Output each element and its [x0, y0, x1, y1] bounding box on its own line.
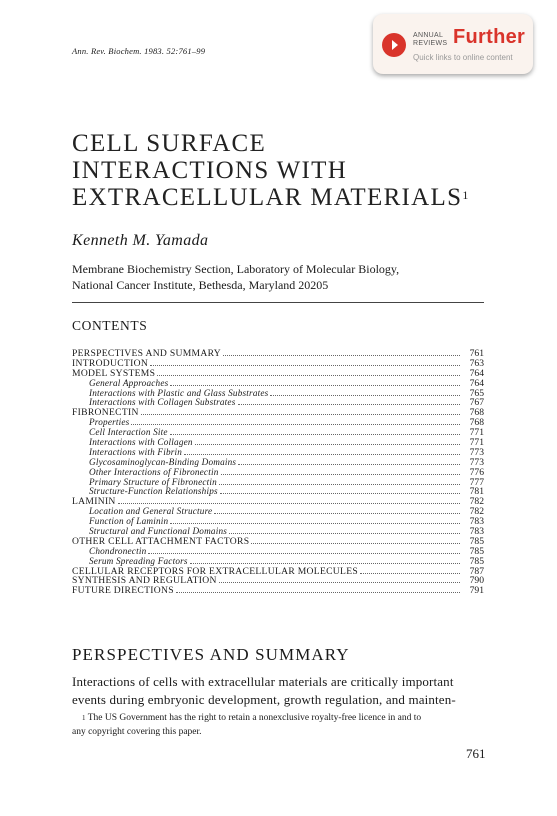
toc-entry-label: Serum Spreading Factors: [89, 555, 188, 566]
toc-leader-dots: [223, 354, 460, 356]
toc-entry-page: 773: [469, 446, 484, 458]
toc-entry-page: 761: [469, 348, 484, 359]
toc-entry-label: MODEL SYSTEMS: [72, 367, 156, 379]
toc-leader-dots: [176, 591, 460, 593]
toc-leader-dots: [251, 542, 460, 544]
toc-entry-page: 776: [469, 466, 484, 478]
toc-leader-dots: [157, 374, 460, 376]
toc-entry-label: Other Interactions of Fibronectin: [89, 466, 219, 477]
toc-leader-dots: [141, 413, 460, 415]
toc-entry-label: Interactions with Collagen Substrates: [89, 397, 236, 408]
toc-entry-label: Properties: [89, 417, 130, 428]
toc-entry-page: 787: [469, 565, 484, 577]
table-of-contents: [72, 349, 484, 596]
toc-entry-page: 783: [469, 526, 484, 538]
author-affiliation: Membrane Biochemistry Section, Laboratory of Molecular Biology, National Cancer Institute, Bethesda, Maryland 20205: [72, 262, 400, 292]
toc-entry-page: 785: [469, 555, 484, 567]
toc-entry-label: SYNTHESIS AND REGULATION: [72, 575, 217, 587]
toc-leader-dots: [170, 433, 460, 435]
toc-entry-label: INTRODUCTION: [72, 357, 149, 369]
toc-leader-dots: [170, 384, 460, 386]
toc-leader-dots: [221, 473, 460, 475]
toc-leader-dots: [195, 443, 460, 445]
toc-entry-page: 771: [469, 437, 484, 449]
toc-leader-dots: [229, 532, 460, 534]
toc-entry-page: 790: [469, 575, 484, 587]
page-number: 761: [466, 746, 486, 761]
toc-entry-label: Interactions with Collagen: [89, 437, 193, 448]
toc-entry-page: 777: [469, 476, 484, 488]
toc-leader-dots: [219, 483, 460, 485]
toc-entry-page: 782: [469, 506, 484, 518]
toc-leader-dots: [148, 552, 460, 554]
journal-citation: Ann. Rev. Biochem. 1983. 52:761–99: [72, 46, 206, 56]
toc-entry-page: 764: [469, 367, 484, 379]
toc-entry-page: 771: [469, 427, 484, 439]
annual-reviews-further-badge[interactable]: [373, 14, 533, 74]
contents-heading: CONTENTS: [72, 318, 148, 333]
toc-entry-label: Function of Laminin: [89, 516, 169, 527]
section-heading: PERSPECTIVES AND SUMMARY: [72, 645, 350, 664]
toc-entry-page: 765: [469, 387, 484, 399]
body-paragraph: Interactions of cells with extracellular materials are critically important events during embryonic development, growth regulation, and mainten-: [72, 674, 456, 707]
toc-entry-label: Location and General Structure: [89, 506, 213, 517]
toc-entry-label: General Approaches: [89, 377, 169, 388]
toc-entry-label: CELLULAR RECEPTORS FOR EXTRACELLULAR MOLECULES: [72, 565, 358, 577]
toc-entry[interactable]: [72, 408, 484, 418]
toc-leader-dots: [131, 423, 460, 425]
toc-entry-page: 781: [469, 486, 484, 498]
toc-leader-dots: [150, 364, 460, 366]
toc-entry-page: 767: [469, 397, 484, 409]
toc-entry-label: Interactions with Fibrin: [89, 446, 183, 457]
badge-tagline: Quick links to online content: [413, 53, 513, 62]
play-icon: [382, 33, 406, 57]
toc-leader-dots: [184, 453, 460, 455]
toc-entry-label: Cell Interaction Site: [89, 427, 168, 438]
toc-leader-dots: [238, 463, 460, 465]
toc-entry-page: 763: [469, 357, 484, 369]
toc-entry-page: 768: [469, 417, 484, 429]
toc-entry-page: 768: [469, 407, 484, 419]
toc-entry-page: 764: [469, 377, 484, 389]
toc-leader-dots: [220, 492, 460, 494]
article-title: CELL SURFACE INTERACTIONS WITH EXTRACELLULAR MATERIALS$^1$: [72, 130, 469, 211]
toc-leader-dots: [118, 502, 460, 504]
toc-leader-dots: [219, 581, 460, 583]
toc-entry-page: 783: [469, 516, 484, 528]
toc-leader-dots: [170, 522, 460, 524]
footnote: $^1$ The US Government has the right to retain a nonexclusive royalty-free licence in and to any copyright covering this paper.: [72, 713, 422, 737]
toc-entry[interactable]: [72, 487, 484, 497]
toc-entry-page: 785: [469, 545, 484, 557]
badge-publisher-label: ANNUAL REVIEWS: [413, 32, 448, 47]
toc-leader-dots: [360, 572, 460, 574]
divider: [72, 302, 484, 303]
toc-entry-label: PERSPECTIVES AND SUMMARY: [72, 348, 222, 359]
toc-entry-label: LAMININ: [72, 496, 116, 508]
toc-leader-dots: [270, 394, 460, 396]
title-footnote-mark: 1: [462, 188, 469, 202]
toc-entry[interactable]: [72, 586, 484, 596]
toc-leader-dots: [238, 403, 461, 405]
toc-entry-label: OTHER CELL ATTACHMENT FACTORS: [72, 535, 250, 547]
badge-brand: Further: [453, 26, 526, 48]
toc-leader-dots: [214, 512, 460, 514]
toc-entry-label: Structure-Function Relationships: [89, 486, 218, 497]
author-name: Kenneth M. Yamada: [72, 232, 209, 249]
toc-entry-page: 791: [469, 585, 484, 597]
toc-entry-page: 785: [469, 535, 484, 547]
toc-entry-label: Glycosaminoglycan-Binding Domains: [89, 456, 237, 467]
toc-entry-label: Interactions with Plastic and Glass Substrates: [89, 387, 269, 398]
toc-entry-label: FIBRONECTIN: [72, 407, 139, 419]
toc-entry-label: Structural and Functional Domains: [89, 526, 228, 537]
footnote-mark: 1: [82, 714, 86, 722]
toc-entry-page: 773: [469, 456, 484, 468]
toc-entry-label: Chondronectin: [89, 545, 147, 556]
toc-entry-page: 782: [469, 496, 484, 508]
toc-entry-label: Primary Structure of Fibronectin: [89, 476, 217, 487]
toc-leader-dots: [190, 562, 460, 564]
toc-entry-label: FUTURE DIRECTIONS: [72, 585, 174, 597]
